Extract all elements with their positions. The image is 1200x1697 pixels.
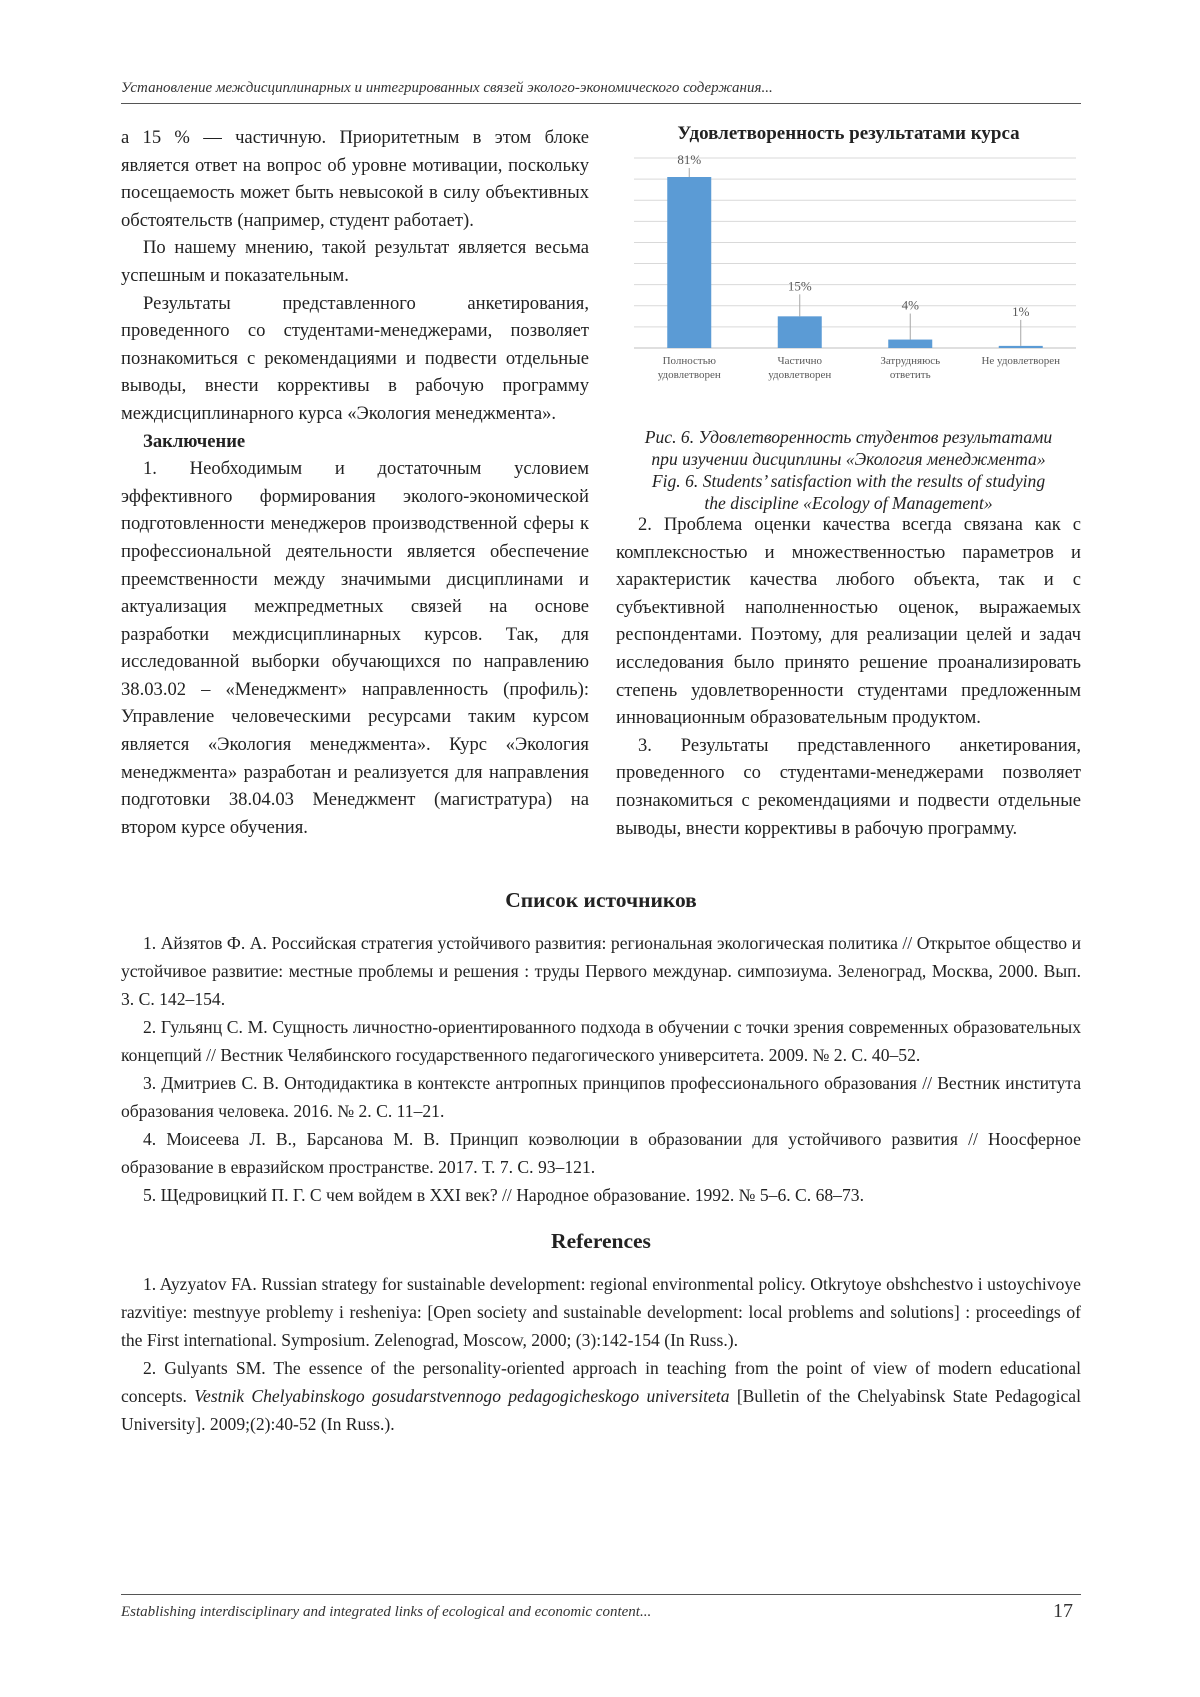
left-paragraph-1: а 15 % — частичную. Приоритетным в этом блоке является ответ на вопрос об уровне мотивации, поскольку посещаемость может быть невысокой в силу объективных обстоятельств (например, студент работает). xyxy=(121,127,589,231)
reference-2-text: 2. Gulyants SM. The essence of the personality-oriented approach in teaching from the point of view of modern educational concepts. xyxy=(121,1358,1081,1406)
chart-value-label: 4% xyxy=(901,297,919,313)
chart-category-label: Не удовлетворен xyxy=(981,355,1061,367)
chart-bar xyxy=(888,340,932,348)
conclusion-heading: Заключение xyxy=(143,430,246,452)
left-paragraph-3: Результаты представленного анкетирования, проведенного со студентами-менеджерами, позволяет познакомиться с рекомендациями и подвести отдельные выводы, внести коррективы в рабочую программу междисциплинарного курса «Экология менеджмента». xyxy=(121,292,589,424)
caption-ru-line-1: Рис. 6. Удовлетворенность студентов результатами xyxy=(644,427,1053,447)
reference-2-journal: Vestnik Chelyabinskogo gosudarstvennogo pedagogicheskogo universiteta xyxy=(194,1386,730,1406)
caption-en-line-1: Fig. 6. Students’ satisfaction with the results of studying xyxy=(651,471,1046,491)
chart-category-label: ответить xyxy=(889,369,931,381)
reference-item-1: 1. Ayzyatov FA. Russian strategy for sustainable development: regional environmental policy. Otkrytoye obshchestvo i ustoychivoye razvitiye: mestnyye problemy i resheniya: [Open society and sustainable development: local problems and solutions] : proceedings of the First international. Symposium. Zelenograd, Moscow, 2000; (3):142-154 (In Russ.). xyxy=(121,1274,1081,1350)
references-title: References xyxy=(551,1229,651,1253)
running-foot: Establishing interdisciplinary and integrated links of ecological and economic content... xyxy=(121,1604,652,1620)
chart-category-label: Полностью xyxy=(662,355,716,367)
source-item: 5. Щедровицкий П. Г. С чем войдем в XXI век? // Народное образование. 1992. № 5–6. С. 68–73. xyxy=(143,1185,864,1205)
right-column xyxy=(616,511,1081,842)
chart-category-label: Частично xyxy=(777,355,823,367)
figure-caption xyxy=(616,426,1081,514)
chart-value-label: 15% xyxy=(787,278,812,294)
caption-ru-line-2: при изучении дисциплины «Экология менеджмента» xyxy=(651,449,1046,469)
references-list xyxy=(121,1270,1081,1438)
chart-category-label: Затрудняюсь xyxy=(880,355,941,367)
page-number: 17 xyxy=(1053,1600,1073,1622)
chart-value-label: 1% xyxy=(1012,303,1030,319)
reference-2-tail: [Bulletin of the Chelyabinsk State Pedagogical University]. 2009;(2):40-52 (In Russ.). xyxy=(121,1386,1082,1434)
header-rule xyxy=(121,103,1081,104)
footer-rule xyxy=(121,1594,1081,1595)
reference-item-2 xyxy=(121,1354,1081,1438)
conclusion-point-3: 3. Результаты представленного анкетирования, проведенного со студентами-менеджерами позволяет познакомиться с рекомендациями и подвести отдельные выводы, внести коррективы в рабочую программу. xyxy=(616,734,1081,839)
running-head: Установление междисциплинарных и интегрированных связей эколого-экономического содержания... xyxy=(121,80,773,96)
caption-en-line-2: the discipline «Ecology of Management» xyxy=(704,493,993,513)
conclusion-point-1: 1. Необходимым и достаточным условием эффективного формирования эколого-экономической подготовленности менеджеров производственной сферы к профессиональной деятельности является обеспечение преемственности между значимыми дисциплинами и актуализация межпредметных связей на основе разработки междисциплинарных курсов. Так, для исследованной выборки обучающихся по направлению 38.03.02 – «Менеджмент» направленность (профиль): Управление человеческими ресурсами таким курсом является «Экология менеджмента». Курс «Экология менеджмента» разработан и реализуется для направления подготовки 38.04.03 Менеджмент (магистратура) на втором курсе обучения. xyxy=(121,458,589,838)
left-paragraph-2: По нашему мнению, такой результат является весьма успешным и показательным. xyxy=(121,237,589,286)
chart-value-label: 81% xyxy=(677,152,702,167)
chart-category-label: удовлетворен xyxy=(657,369,721,381)
source-item: 2. Гульянц С. М. Сущность личностно-ориентированного подхода в обучении с точки зрения современных образовательных концепций // Вестник Челябинского государственного педагогического университета. 2009. № 2. С. 40–52. xyxy=(121,1017,1081,1065)
chart-bar xyxy=(999,346,1043,348)
sources-title: Список источников xyxy=(505,888,697,912)
bar-chart xyxy=(616,150,1081,420)
source-item: 4. Моисеева Л. В., Барсанова М. В. Принцип коэволюции в образовании для устойчивого развития // Ноосферное образование в евразийском пространстве. 2017. Т. 7. С. 93–121. xyxy=(121,1129,1081,1177)
source-item: 1. Айзятов Ф. А. Российская стратегия устойчивого развития: региональная экологическая политика // Открытое общество и устойчивое развитие: местные проблемы и решения : труды Первого междунар. симпозиума. Зеленоград, Москва, 2000. Вып. 3. С. 142–154. xyxy=(121,933,1081,1009)
sources-list xyxy=(121,929,1081,1209)
source-item: 3. Дмитриев С. В. Онтодидактика в контексте антропных принципов профессионального образования // Вестник института образования человека. 2016. № 2. С. 11–21. xyxy=(121,1073,1081,1121)
chart-bar xyxy=(778,316,822,348)
conclusion-point-2: 2. Проблема оценки качества всегда связана как с комплексностью и множественностью параметров и характеристик качества любого объекта, так и с субъективной наполненностью оценок, выражаемых респондентами. Поэтому, для реализации целей и задач исследования было принято решение проанализировать степень удовлетворенности студентами предложенным инновационным образовательным продуктом. xyxy=(616,514,1081,729)
page xyxy=(121,0,1081,1697)
chart-bar xyxy=(667,177,711,348)
chart-category-label: удовлетворен xyxy=(768,369,832,381)
left-column xyxy=(121,124,589,841)
chart-title: Удовлетворенность результатами курса xyxy=(677,123,1020,144)
